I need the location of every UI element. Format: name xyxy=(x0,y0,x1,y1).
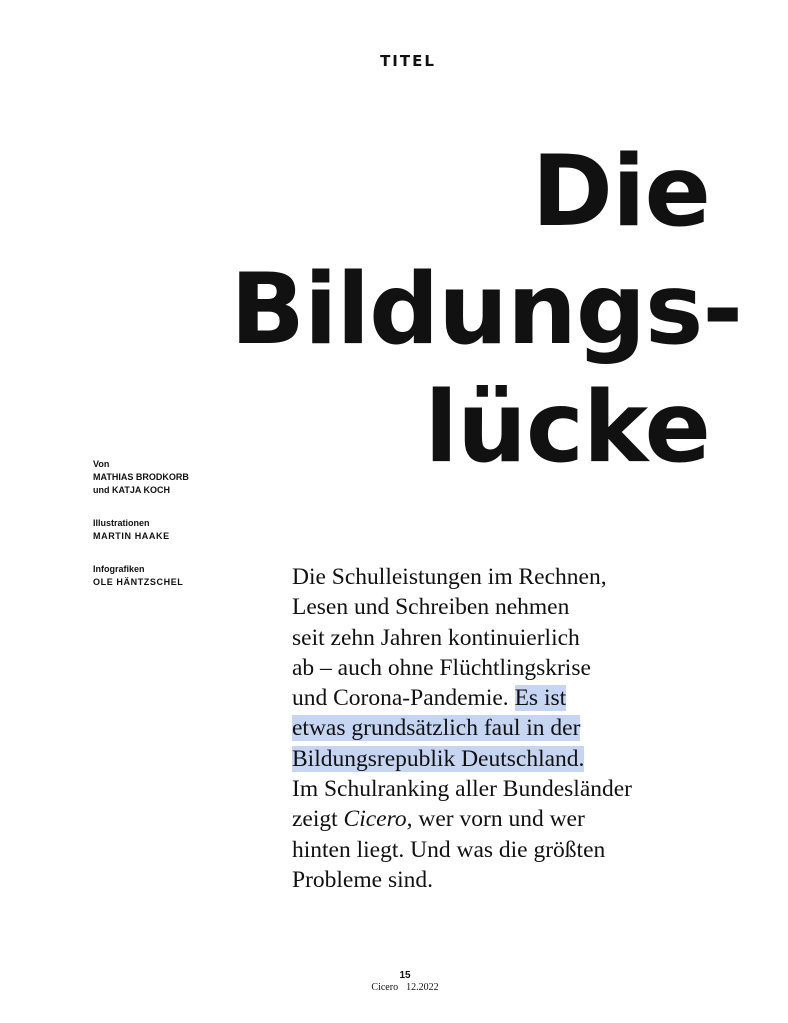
highlighted-text[interactable]: Bildungsrepublik Deutschland. xyxy=(292,745,585,772)
credit-name: OLE HÄNTZSCHEL xyxy=(93,577,184,587)
credit-name: MARTIN HAAKE xyxy=(93,531,170,541)
highlighted-text[interactable]: etwas grundsätzlich faul in der xyxy=(292,715,581,742)
page-footer xyxy=(0,970,788,994)
headline-line-3: lücke xyxy=(424,371,710,485)
lead-text: , wer vorn und wer xyxy=(406,806,585,833)
lead-line xyxy=(292,744,712,774)
page-number: 15 xyxy=(399,970,411,981)
lead-line: Lesen und Schreiben nehmen xyxy=(292,594,570,621)
credits xyxy=(93,458,253,609)
credit-authors xyxy=(93,458,253,497)
magazine-name-italic: Cicero xyxy=(343,806,407,833)
credit-illustrations xyxy=(93,517,253,543)
headline-line-1: Die xyxy=(531,135,710,249)
lead-line: Die Schulleistungen im Rechnen, xyxy=(292,564,607,590)
credit-role: Infografiken xyxy=(93,564,145,574)
lead-line: Probleme sind. xyxy=(292,866,433,893)
lead-line xyxy=(292,713,712,743)
highlighted-text[interactable]: Es ist xyxy=(514,685,567,712)
credit-infographics xyxy=(93,563,253,589)
credit-name: MATHIAS BRODKORB xyxy=(93,472,189,482)
headline xyxy=(110,133,742,487)
lead-line: Im Schulranking aller Bundesländer xyxy=(292,776,633,803)
lead-line: hinten liegt. Und was die größten xyxy=(292,836,606,863)
lead-line xyxy=(292,804,712,834)
issue-date: 12.2022 xyxy=(406,982,439,993)
credit-name: und KATJA KOCH xyxy=(93,485,170,495)
magazine-name: Cicero xyxy=(371,982,399,993)
lead-text: und Corona-Pandemie. xyxy=(292,685,515,712)
credit-role: Von xyxy=(93,459,110,469)
footer-issue-line xyxy=(0,982,788,994)
lead-line: ab – auch ohne Flüchtlingskrise xyxy=(292,654,591,681)
credit-role: Illustrationen xyxy=(93,518,150,528)
lead-text: zeigt xyxy=(292,806,344,833)
lead-line: seit zehn Jahren kontinuierlich xyxy=(292,624,580,651)
section-label: TITEL xyxy=(380,52,436,70)
headline-line-2: Bildungs- xyxy=(230,253,742,367)
lead-line xyxy=(292,683,712,713)
lead-paragraph xyxy=(292,562,712,895)
